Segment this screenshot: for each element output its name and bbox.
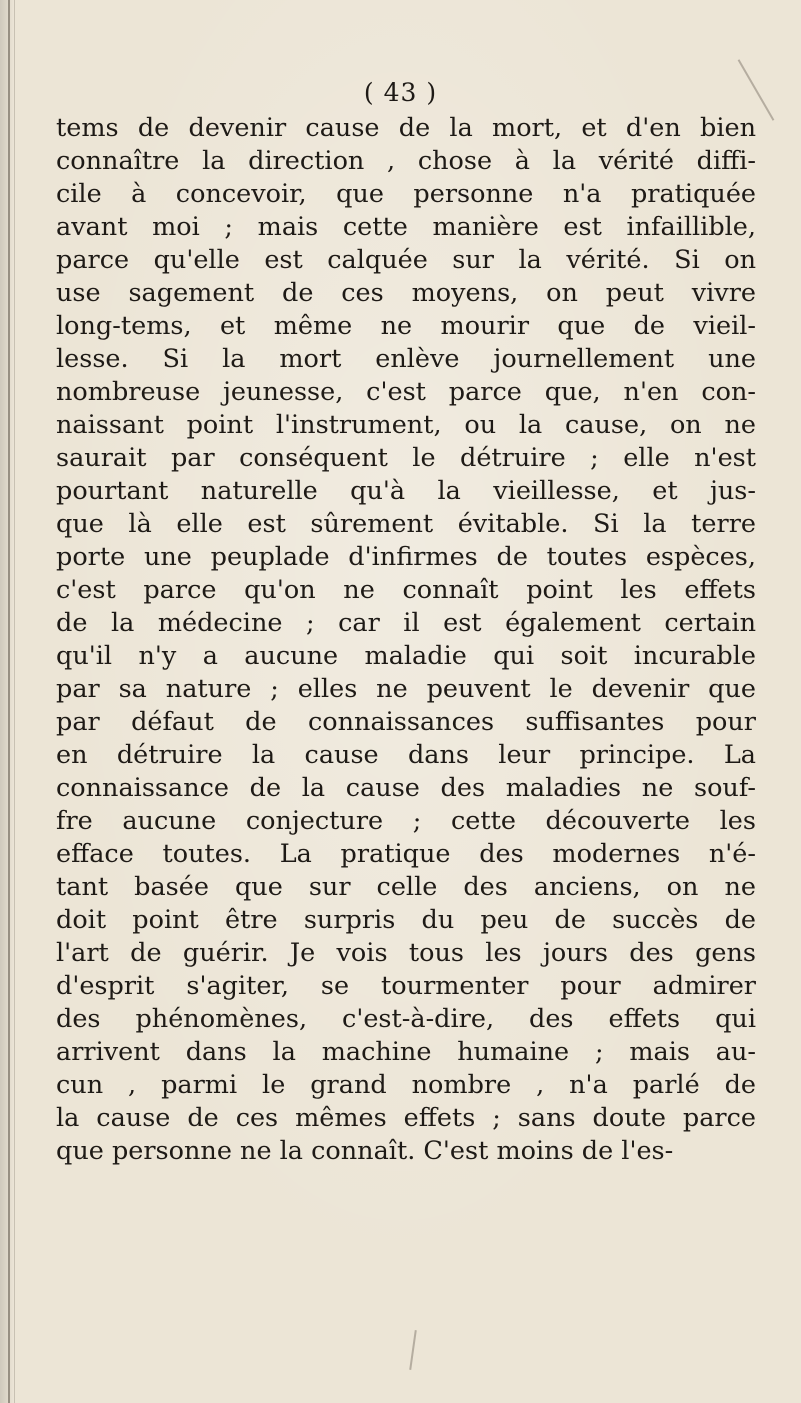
text-line: pourtant naturelle qu'à la vieillesse, et jus- bbox=[56, 476, 756, 506]
text-line: de la médecine ; car il est également certain bbox=[56, 608, 756, 638]
text-line: arrivent dans la machine humaine ; mais au- bbox=[56, 1037, 756, 1067]
text-line: use sagement de ces moyens, on peut vivre bbox=[56, 278, 756, 308]
page-gutter-edge bbox=[8, 0, 10, 1403]
text-line: naissant point l'instrument, ou la cause, on ne bbox=[56, 410, 756, 440]
text-line: d'esprit s'agiter, se tourmenter pour admirer bbox=[56, 971, 756, 1001]
text-line: la cause de ces mêmes effets ; sans doute parce bbox=[56, 1103, 756, 1133]
text-line: qu'il n'y a aucune maladie qui soit incurable bbox=[56, 641, 756, 671]
text-line: parce qu'elle est calquée sur la vérité. Si on bbox=[56, 245, 756, 275]
text-line: long-tems, et même ne mourir que de vieil- bbox=[56, 311, 756, 341]
text-line: doit point être surpris du peu de succès de bbox=[56, 905, 756, 935]
page-number: ( 43 ) bbox=[363, 78, 438, 107]
ink-mark bbox=[409, 1330, 417, 1370]
text-line: que personne ne la connaît. C'est moins de l'es- bbox=[56, 1136, 674, 1166]
text-line: cile à concevoir, que personne n'a pratiquée bbox=[56, 179, 756, 209]
text-line: c'est parce qu'on ne connaît point les effets bbox=[56, 575, 756, 605]
body-text bbox=[56, 112, 756, 1168]
text-line: par défaut de connaissances suffisantes pour bbox=[56, 707, 756, 737]
text-line: en détruire la cause dans leur principe. La bbox=[56, 740, 756, 770]
text-line: tant basée que sur celle des anciens, on ne bbox=[56, 872, 756, 902]
text-line: par sa nature ; elles ne peuvent le devenir que bbox=[56, 674, 756, 704]
text-line: tems de devenir cause de la mort, et d'en bien bbox=[56, 113, 756, 143]
text-line: que là elle est sûrement évitable. Si la terre bbox=[56, 509, 756, 539]
text-line: porte une peuplade d'infirmes de toutes espèces, bbox=[56, 542, 756, 572]
text-line: avant moi ; mais cette manière est infaillible, bbox=[56, 212, 756, 242]
text-line: fre aucune conjecture ; cette découverte les bbox=[56, 806, 756, 836]
text-line: lesse. Si la mort enlève journellement une bbox=[56, 344, 756, 374]
page-gutter-shadow bbox=[14, 0, 15, 1403]
text-line: des phénomènes, c'est-à-dire, des effets qui bbox=[56, 1004, 756, 1034]
text-line: connaître la direction , chose à la vérité diffi- bbox=[56, 146, 756, 176]
text-line: connaissance de la cause des maladies ne souf- bbox=[56, 773, 756, 803]
text-line: l'art de guérir. Je vois tous les jours des gens bbox=[56, 938, 756, 968]
text-line: cun , parmi le grand nombre , n'a parlé de bbox=[56, 1070, 756, 1100]
text-line: saurait par conséquent le détruire ; elle n'est bbox=[56, 443, 756, 473]
text-line: efface toutes. La pratique des modernes n'é- bbox=[56, 839, 756, 869]
text-line: nombreuse jeunesse, c'est parce que, n'en con- bbox=[56, 377, 756, 407]
